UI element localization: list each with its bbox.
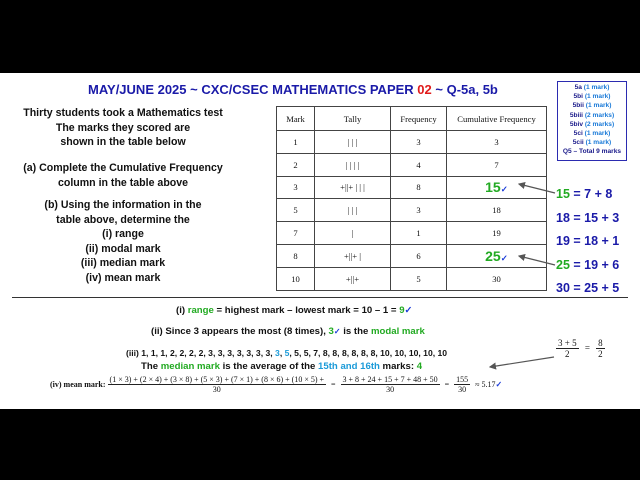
marks-item: 5ci (1 mark) — [573, 130, 611, 138]
check-mark-icon: ✓ — [500, 184, 508, 195]
table-row: 10 +||+ 5 30 — [277, 267, 547, 290]
question-modal: (ii) modal mark — [85, 242, 161, 255]
answer-median: The median mark is the average of the 15th and 16th marks: 4 — [141, 361, 423, 372]
marks-total: Q5 – Total 9 marks — [562, 148, 622, 156]
table-row: 7 | 1 19 — [277, 222, 547, 245]
marks-item: 5a (1 mark) — [574, 84, 610, 91]
check-mark-icon: ✓ — [333, 327, 341, 336]
tally-cell: +||+ | | | — [315, 176, 391, 199]
check-mark-icon: ✓ — [500, 252, 508, 263]
answer-range: (i) range = highest mark – lowest mark = 10 – 1 = 9✓ — [176, 305, 413, 316]
median-arrow — [480, 355, 560, 373]
tally-cell: | — [315, 222, 391, 245]
tally-cell: | | | — [315, 199, 391, 222]
question-range: (i) range — [102, 228, 144, 241]
marks-item: 5bii (1 mark) — [572, 102, 612, 110]
table-row: 2 | | | | 4 7 — [277, 153, 547, 176]
header-mark: Mark — [277, 107, 315, 131]
marks-item: 5biii (2 marks) — [569, 111, 615, 119]
table-row: 8 +||+ | 6 25✓ — [277, 244, 547, 267]
question-part-a: (a) Complete the Cumulative Frequency column in the table above — [23, 162, 223, 189]
arrow-icon — [519, 184, 555, 193]
table-row: 1 | | | 3 3 — [277, 131, 547, 154]
question-median: (iii) median mark — [80, 257, 166, 270]
slide — [0, 73, 640, 409]
answer-mean: (iv) mean mark: (1 × 3) + (2 × 4) + (3 × 8) + (5 × 3) + (7 × 1) + (8 × 6) + (10 × 5) + 30 = $\frac{3 + 8 + 24 + 15 + 7 + 48 + 50}{30}$ = $\frac{155}{30}$ ≈ 5.17✓ — [50, 375, 503, 394]
equation-19: 19 = 18 + 1 — [556, 234, 620, 248]
table-row: 5 | | | 3 18 — [277, 199, 547, 222]
median-fraction: $\frac{3 + 5}{2}$ = $\frac{8}{2}$ — [558, 338, 603, 359]
question-mean: (iv) mean mark — [85, 271, 161, 284]
equation-30: 30 = 25 + 5 — [556, 281, 620, 295]
filled-cumulative-cell: 25✓ — [447, 244, 547, 267]
arrow-icon — [519, 256, 555, 265]
check-mark-icon: ✓ — [495, 380, 503, 389]
header-tally: Tally — [315, 107, 391, 131]
marks-allocation-box — [557, 81, 627, 161]
table-header-row — [277, 107, 547, 131]
question-part-b: (b) Using the information in the table above, determine the (i) range (ii) modal mark (iii) median mark (iv) mean mark — [10, 198, 236, 286]
marks-item: 5bi (1 mark) — [573, 93, 611, 101]
header-frequency: Frequency — [391, 107, 447, 131]
answer-modal: (ii) Since 3 appears the most (8 times), 3✓ is the modal mark — [151, 326, 425, 337]
check-mark-icon: ✓ — [404, 305, 413, 316]
tally-cell: +||+ — [315, 267, 391, 290]
filled-cumulative-cell: 15✓ — [447, 176, 547, 199]
question-intro: Thirty students took a Mathematics test The marks they scored are shown in the table below — [23, 107, 223, 149]
answer-ordered-list: (iii) 1, 1, 1, 2, 2, 2, 2, 3, 3, 3, 3, 3, 3, 3, 3, 5, 5, 5, 7, 8, 8, 8, 8, 8, 8, 10, 10, 10, 10, 10 — [126, 348, 448, 358]
marks-item: 5biv (2 marks) — [569, 120, 615, 128]
title-part-2: ~ Q-5a, 5b — [431, 82, 498, 97]
equation-25: 25 = 19 + 6 — [556, 258, 620, 272]
equation-18: 18 = 15 + 3 — [556, 211, 620, 225]
table-row: 3 +||+ | | | 8 15✓ — [277, 176, 547, 199]
marks-item: 5cii (1 mark) — [572, 139, 612, 147]
header-cumulative: Cumulative Frequency — [447, 107, 547, 131]
arrow-icon — [490, 357, 554, 367]
divider — [12, 297, 628, 298]
equation-15: 15 = 7 + 8 — [556, 187, 613, 201]
tally-cell: | | | | — [315, 153, 391, 176]
title-paper-number: 02 — [417, 82, 432, 97]
tally-cell: | | | — [315, 131, 391, 154]
page-title — [88, 82, 498, 97]
title-part-1: MAY/JUNE 2025 ~ CXC/CSEC MATHEMATICS PAPER — [88, 82, 418, 97]
tally-cell: +||+ | — [315, 244, 391, 267]
